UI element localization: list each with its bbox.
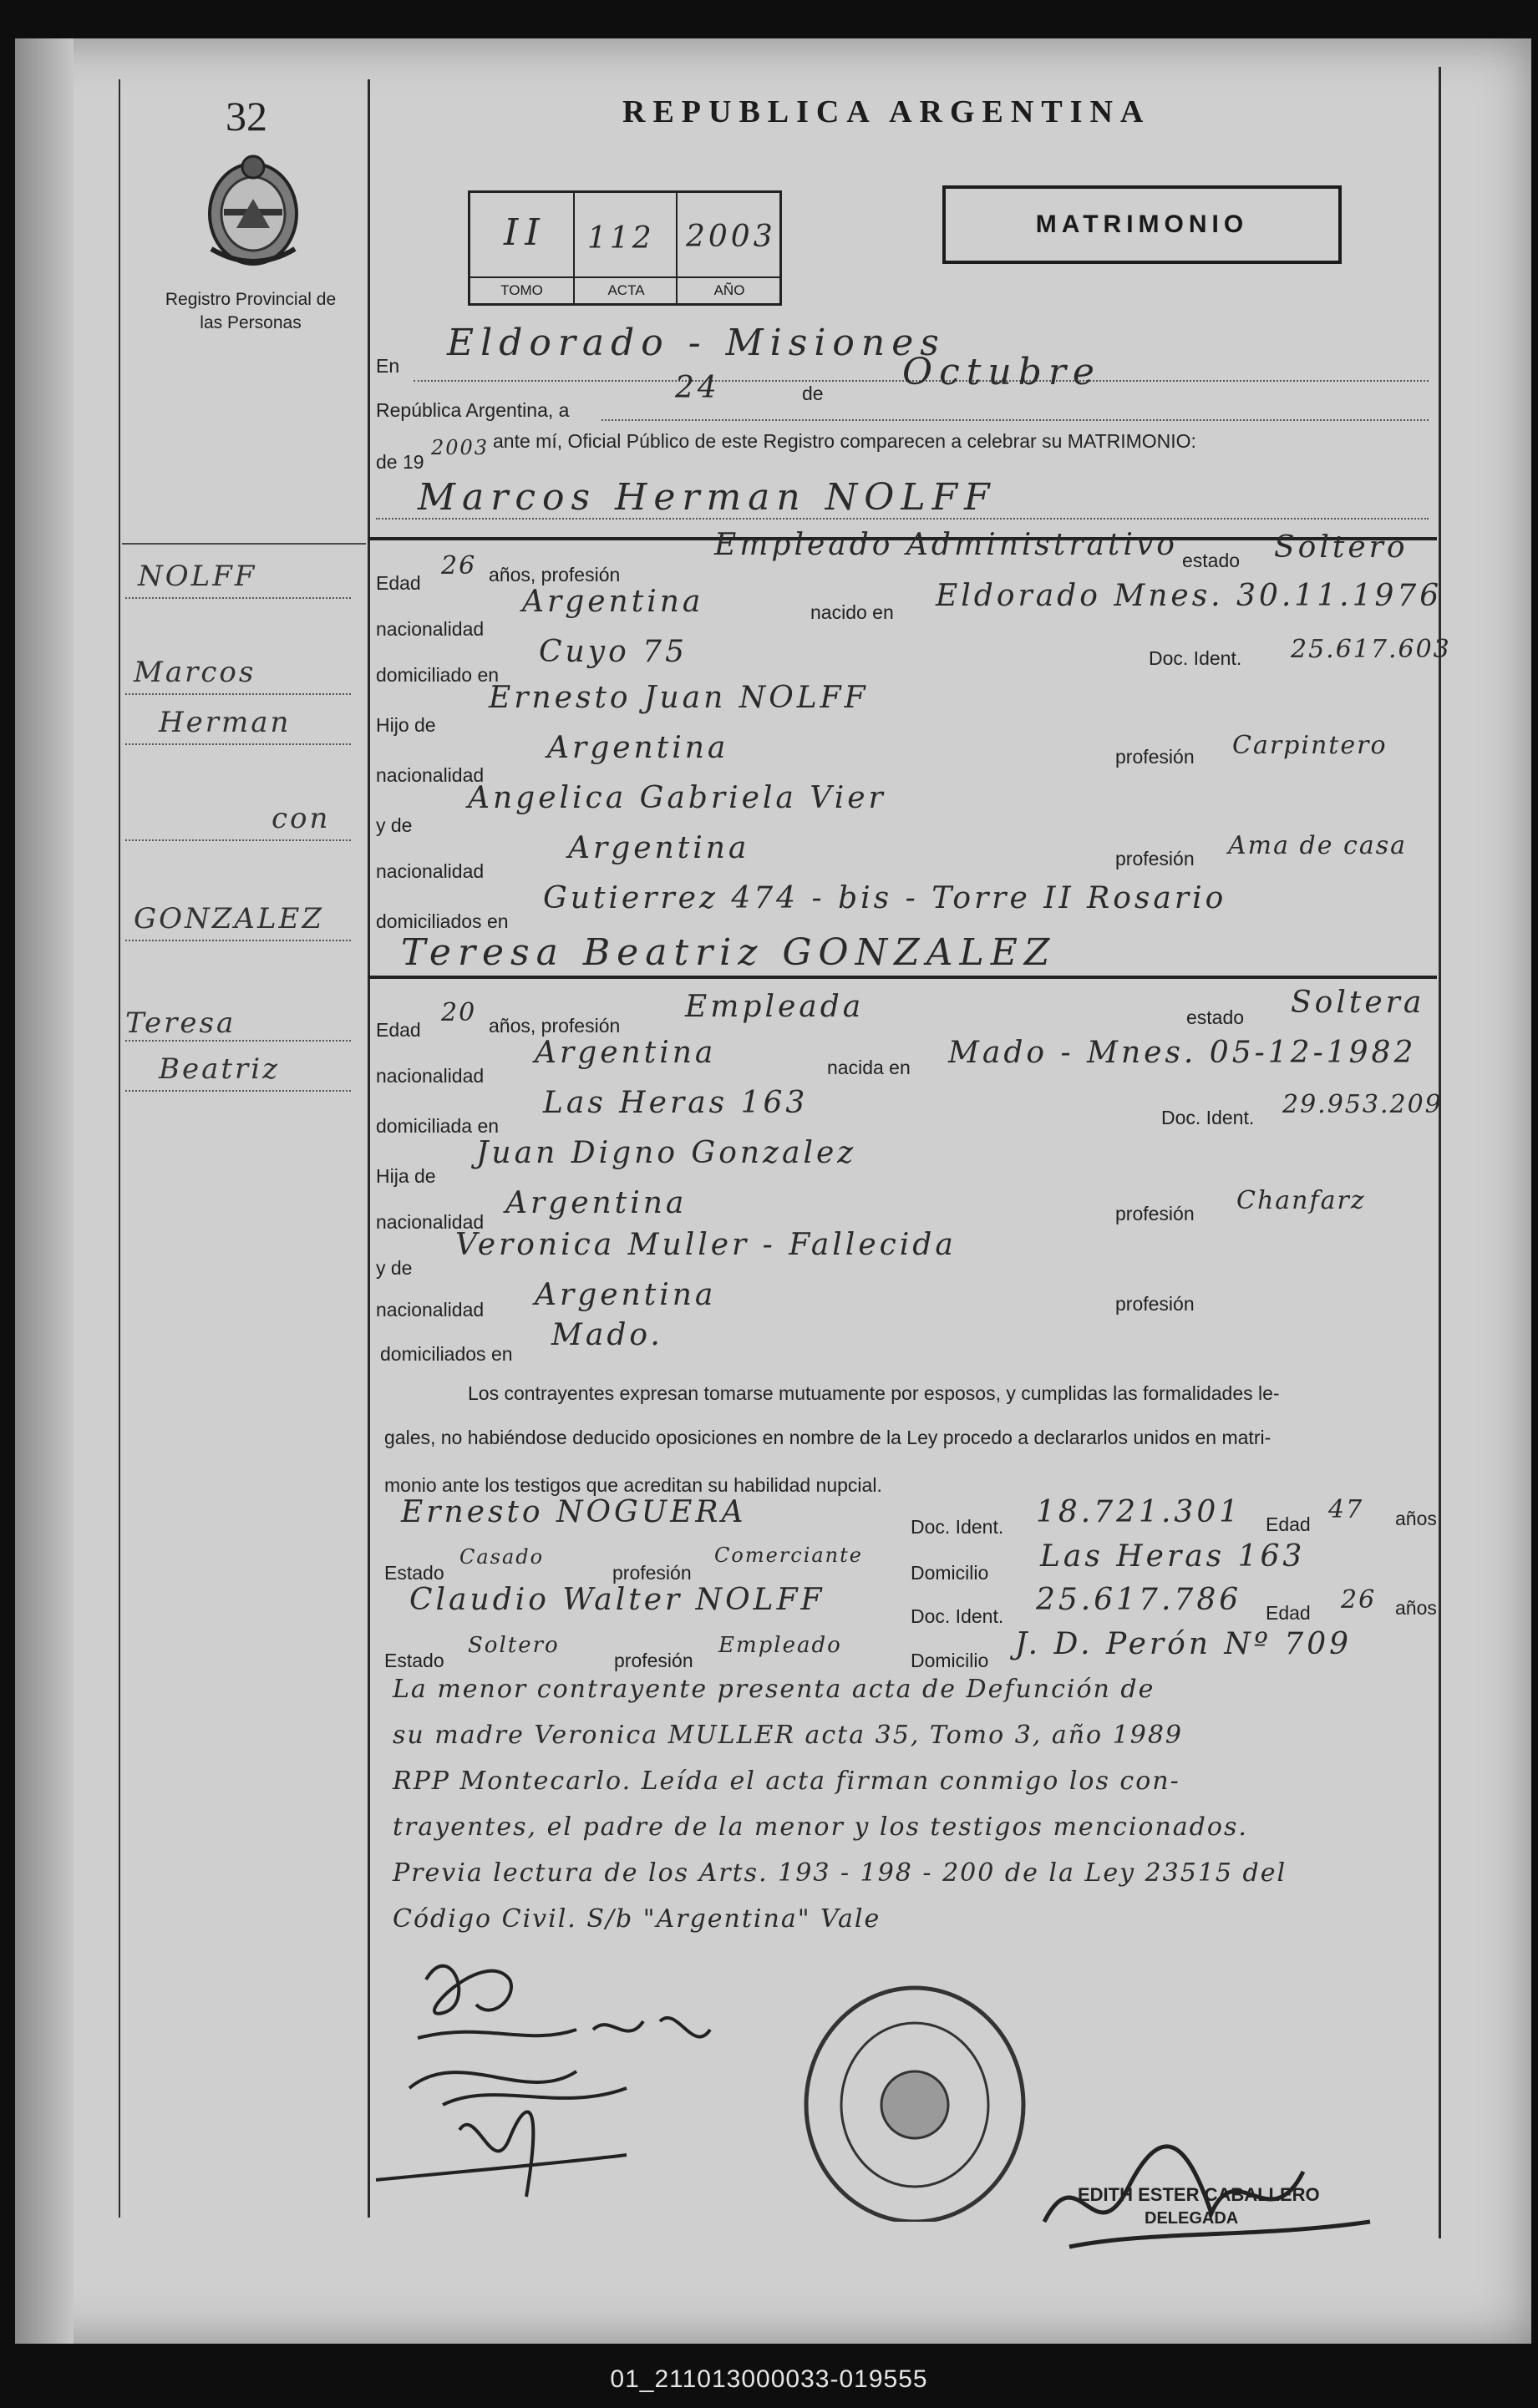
margin-con: con: [272, 802, 331, 835]
declaration-line-3: monio ante los testigos que acreditan su habilidad nupcial.: [384, 1474, 882, 1496]
bride-edad-value: 20: [441, 998, 477, 1027]
witness1-profesion-value: Comerciante: [714, 1544, 863, 1567]
en-label: En: [376, 355, 400, 377]
witness1-doc-value: 18.721.301: [1036, 1495, 1242, 1529]
groom-nacionalidad-label: nacionalidad: [376, 618, 485, 640]
country-title: REPUBLICA ARGENTINA: [622, 94, 1151, 129]
declaration-line-2: gales, no habiéndose deducido oposiciones en nombre de la Ley procedo a declararlos unidos en matri-: [384, 1427, 1272, 1448]
bride-hija-label: Hija de: [376, 1165, 436, 1187]
groom-nacido-value: Eldorado Mnes. 30.11.1976: [936, 579, 1443, 613]
margin-given-1b: Herman: [159, 706, 292, 739]
right-border-rule: [1439, 67, 1441, 2238]
place-value: Eldorado - Misiones: [447, 322, 946, 364]
witness2-anos-label: años: [1395, 1597, 1437, 1619]
groom-hijo-label: Hijo de: [376, 714, 436, 736]
bride-domiciliada-value: Las Heras 163: [543, 1086, 809, 1120]
bride-nacida-value: Mado - Mnes. 05-12-1982: [948, 1036, 1417, 1070]
witness1-doc-label: Doc. Ident.: [911, 1516, 1004, 1538]
bride-father-nat: Argentina: [505, 1186, 688, 1220]
groom-mother-name: Angelica Gabriela Vier: [468, 781, 886, 815]
bride-profesion-value: Empleada: [685, 990, 865, 1024]
witness1-domicilio-value: Las Heras 163: [1040, 1539, 1306, 1574]
witness2-estado-label: Estado: [384, 1650, 444, 1671]
groom-yde-label: y de: [376, 814, 413, 836]
acta-value: 112: [587, 221, 655, 256]
ano-value: 2003: [686, 220, 776, 254]
groom-father-name: Ernesto Juan NOLFF: [489, 681, 869, 715]
groom-profesion-value: Empleado Administrativo: [714, 528, 1178, 562]
groom-edad-value: 26: [441, 551, 477, 580]
tomo-value: II: [504, 211, 546, 254]
bride-domiciliados-value: Mado.: [551, 1318, 663, 1352]
witness1-edad-label: Edad: [1266, 1513, 1311, 1535]
ante-text: ante mí, Oficial Público de este Registro comparecen a celebrar su MATRIMONIO:: [493, 430, 1196, 452]
groom-full-name: Marcos Herman NOLFF: [418, 476, 997, 519]
officer-title-stamp: DELEGADA: [1145, 2209, 1239, 2228]
bride-mother-prof-label: profesión: [1115, 1293, 1195, 1315]
bride-edad-label: Edad: [376, 1019, 421, 1041]
bride-mother-nat: Argentina: [535, 1278, 717, 1312]
witness2-profesion-label: profesión: [614, 1650, 693, 1671]
witness2-profesion-value: Empleado: [718, 1633, 842, 1658]
groom-profesion-label: años, profesión: [489, 564, 621, 586]
bride-mother-nat-label: nacionalidad: [376, 1299, 485, 1321]
bride-nacionalidad-value: Argentina: [535, 1036, 717, 1070]
groom-father-prof: Carpintero: [1232, 731, 1388, 760]
witness2-estado-value: Soltero: [468, 1633, 560, 1658]
tomo-acta-ano-box: [468, 190, 782, 306]
left-column-rule: [368, 79, 370, 2218]
witness2-doc-label: Doc. Ident.: [911, 1605, 1004, 1627]
groom-doc-value: 25.617.603: [1291, 635, 1451, 664]
bride-full-name: Teresa Beatriz GONZALEZ: [401, 931, 1057, 974]
bride-doc-label: Doc. Ident.: [1161, 1107, 1255, 1128]
ano-label: AÑO: [676, 276, 781, 305]
bride-profesion-label: años, profesión: [489, 1015, 621, 1037]
groom-mother-nat: Argentina: [568, 831, 750, 865]
bride-nacida-label: nacida en: [827, 1057, 911, 1078]
book-spine: [15, 38, 74, 2344]
year-value: 2003: [431, 436, 490, 459]
groom-nacido-label: nacido en: [810, 601, 894, 623]
bride-father-prof-label: profesión: [1115, 1203, 1195, 1224]
signatures: [359, 1929, 810, 2205]
witness2-doc-value: 25.617.786: [1036, 1583, 1242, 1617]
groom-mother-prof: Ama de casa: [1228, 831, 1407, 860]
image-id-caption: 01_211013000033-019555: [610, 2365, 928, 2393]
witness1-profesion-label: profesión: [612, 1562, 692, 1584]
margin-given-1a: Marcos: [134, 656, 256, 689]
witness1-domicilio-label: Domicilio: [911, 1562, 989, 1584]
bride-father-nat-label: nacionalidad: [376, 1211, 485, 1233]
note-line-2: su madre Veronica MULLER acta 35, Tomo 3, año 1989: [393, 1721, 1184, 1750]
groom-mother-nat-label: nacionalidad: [376, 860, 485, 882]
bride-estado-value: Soltera: [1291, 986, 1425, 1020]
witness1-anos-label: años: [1395, 1508, 1437, 1529]
note-line-6: Código Civil. S/b "Argentina" Vale: [393, 1904, 881, 1934]
outer-left-rule: [119, 79, 120, 2218]
officer-name-stamp: EDITH ESTER CABALLERO: [1078, 2184, 1320, 2205]
republica-label: República Argentina, a: [376, 399, 570, 421]
bride-yde-label: y de: [376, 1257, 413, 1279]
witness2-name: Claudio Walter NOLFF: [409, 1583, 825, 1617]
note-line-5: Previa lectura de los Arts. 193 - 198 - 200 de la Ley 23515 del: [393, 1858, 1287, 1888]
bride-domiciliada-label: domiciliada en: [376, 1115, 500, 1137]
groom-domiciliados-value: Gutierrez 474 - bis - Torre II Rosario: [543, 881, 1227, 915]
day-value: 24: [675, 371, 720, 405]
groom-doc-label: Doc. Ident.: [1149, 647, 1242, 669]
bride-domiciliados-label: domiciliados en: [380, 1343, 513, 1365]
groom-domiciliado-label: domiciliado en: [376, 664, 500, 686]
margin-given-2b: Beatriz: [159, 1052, 281, 1086]
bride-section-rule: [368, 976, 1437, 979]
note-line-1: La menor contrayente presenta acta de Defunción de: [393, 1675, 1155, 1704]
note-line-4: trayentes, el padre de la menor y los testigos mencionados.: [393, 1812, 1248, 1842]
witness2-domicilio-label: Domicilio: [911, 1650, 989, 1671]
tomo-label: TOMO: [470, 276, 573, 305]
bride-estado-label: estado: [1186, 1006, 1245, 1028]
year-prefix: de 19: [376, 451, 424, 473]
page-number: 32: [226, 93, 267, 139]
groom-father-nat-label: nacionalidad: [376, 764, 485, 786]
de-label: de: [802, 383, 824, 404]
margin-surname-1: NOLFF: [138, 560, 257, 593]
bride-mother-name: Veronica Muller - Fallecida: [455, 1228, 957, 1262]
month-value: Octubre: [902, 351, 1101, 393]
groom-mother-prof-label: profesión: [1115, 848, 1195, 869]
witness2-edad-value: 26: [1341, 1585, 1377, 1615]
official-seal: [794, 1980, 1036, 2222]
witness1-name: Ernesto NOGUERA: [401, 1495, 747, 1529]
groom-domiciliado-value: Cuyo 75: [539, 635, 688, 669]
margin-given-2a: Teresa: [125, 1006, 236, 1040]
witness2-edad-label: Edad: [1266, 1602, 1311, 1624]
groom-father-nat: Argentina: [547, 731, 729, 765]
bride-doc-value: 29.953.209: [1282, 1090, 1443, 1119]
groom-father-prof-label: profesión: [1115, 746, 1195, 768]
bride-nacionalidad-label: nacionalidad: [376, 1065, 485, 1087]
groom-estado-value: Soltero: [1274, 530, 1409, 565]
declaration-line-1: Los contrayentes expresan tomarse mutuamente por esposos, y cumplidas las formalidades le-: [468, 1382, 1280, 1404]
witness2-domicilio-value: J. D. Perón Nº 709: [1015, 1627, 1352, 1661]
witness1-edad-value: 47: [1328, 1495, 1364, 1524]
margin-surname-2: GONZALEZ: [134, 902, 324, 935]
registry-name: Registro Provincial de las Personas: [165, 290, 337, 332]
bride-father-name: Juan Digno Gonzalez: [476, 1136, 857, 1170]
groom-nacionalidad-value: Argentina: [522, 585, 704, 619]
act-type-box: MATRIMONIO: [942, 185, 1342, 264]
groom-estado-label: estado: [1182, 550, 1241, 571]
coat-of-arms-icon: [190, 149, 316, 274]
note-line-3: RPP Montecarlo. Leída el acta firman conmigo los con-: [393, 1767, 1180, 1796]
bride-father-prof: Chanfarz: [1236, 1186, 1366, 1215]
groom-domiciliados-label: domiciliados en: [376, 910, 509, 932]
acta-label: ACTA: [573, 276, 678, 305]
groom-edad-label: Edad: [376, 572, 421, 594]
witness1-estado-value: Casado: [459, 1545, 545, 1569]
witness1-estado-label: Estado: [384, 1562, 444, 1584]
